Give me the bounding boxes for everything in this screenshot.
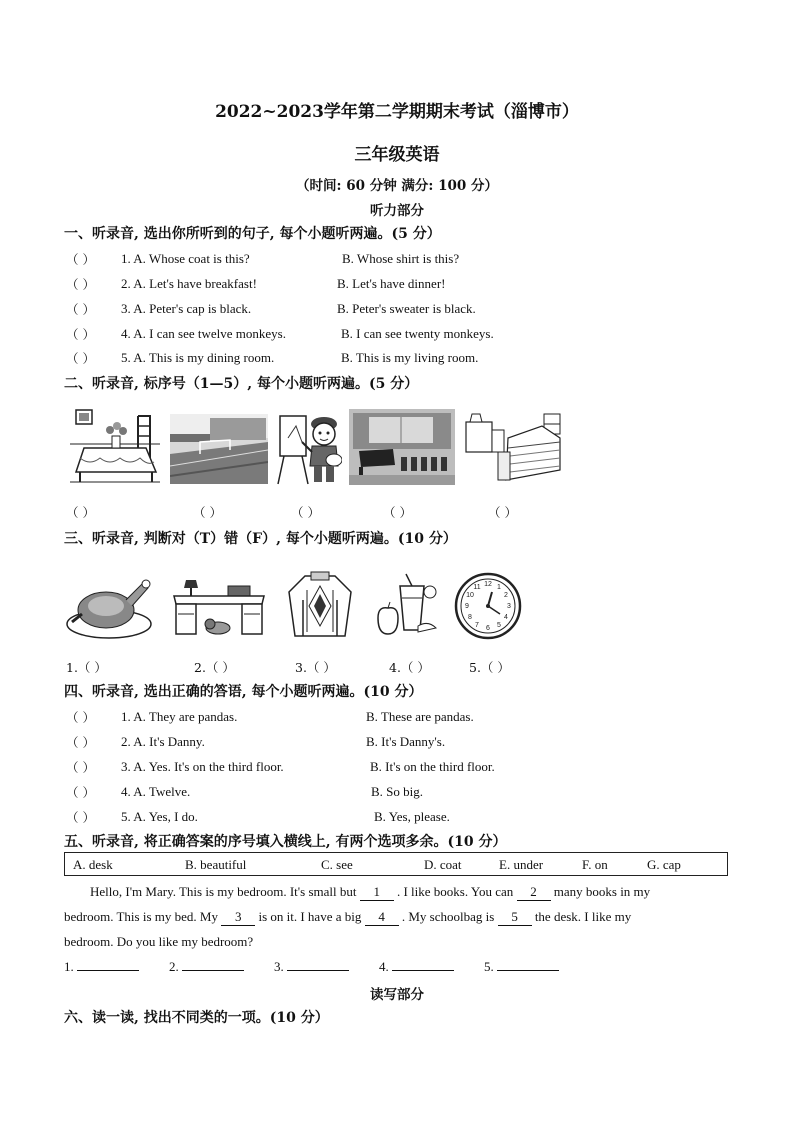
answer-label: 2. <box>169 959 179 974</box>
blank-4[interactable]: 4 <box>365 909 399 926</box>
section-1-title: 一、听录音, 选出你所听到的句子, 每个小题听两遍。(5 分） <box>64 226 441 242</box>
answer-line[interactable] <box>64 959 139 975</box>
option-a: 3. A. Peter's cap is black. <box>121 301 252 316</box>
answer-blank[interactable] <box>287 970 349 971</box>
exam-subject: 三年级英语 <box>354 145 440 165</box>
answer-label: 4. <box>379 959 389 974</box>
tf-answer[interactable]: 1.（ ） <box>66 660 107 675</box>
word-option: D. coat <box>424 857 462 872</box>
tf-answer[interactable]: 3.（ ） <box>295 660 336 675</box>
answer-line[interactable] <box>484 959 559 975</box>
passage-text: Hello, I'm Mary. This is my bedroom. It's small but <box>90 884 357 899</box>
svg-text:3: 3 <box>507 603 511 610</box>
answer-label: 1. <box>64 959 74 974</box>
blank-3[interactable]: 3 <box>221 909 255 926</box>
option-b: B. This is my living room. <box>341 350 479 365</box>
bedroom-picture <box>462 408 562 486</box>
option-a: 2. A. Let's have breakfast! <box>121 276 257 291</box>
exam-info: （时间: 60 分钟 满分: 100 分） <box>296 178 498 194</box>
option-a: 4. A. Twelve. <box>121 784 191 799</box>
word-option: C. see <box>321 857 353 872</box>
answer-paren[interactable]: （ ） <box>488 505 517 520</box>
answer-paren[interactable]: （ ） <box>66 351 95 366</box>
answer-line[interactable] <box>379 959 454 975</box>
svg-text:6: 6 <box>486 625 490 632</box>
answer-paren[interactable]: （ ） <box>66 735 95 750</box>
blank-5[interactable]: 5 <box>498 909 532 926</box>
exam-title: 2022~2023学年第二学期期末考试（淄博市） <box>215 102 579 122</box>
word-option: A. desk <box>73 857 113 872</box>
answer-label: 5. <box>484 959 494 974</box>
answer-paren[interactable]: （ ） <box>66 760 95 775</box>
tf-answer[interactable]: 5.（ ） <box>469 660 510 675</box>
svg-text:2: 2 <box>504 592 508 599</box>
answer-paren[interactable]: （ ） <box>66 785 95 800</box>
option-a: 3. A. Yes. It's on the third floor. <box>121 759 284 774</box>
answer-blank[interactable] <box>497 970 559 971</box>
reading-heading: 读写部分 <box>370 987 424 1003</box>
section-4-title: 四、听录音, 选出正确的答语, 每个小题听两遍。(10 分） <box>64 684 423 700</box>
answer-line[interactable] <box>274 959 349 975</box>
playground-picture <box>170 414 268 484</box>
answer-blank[interactable] <box>182 970 244 971</box>
svg-text:4: 4 <box>504 614 508 621</box>
blank-2[interactable]: 2 <box>517 884 551 901</box>
svg-text:9: 9 <box>465 603 469 610</box>
passage-text: many books in my <box>553 884 651 899</box>
apple-juice-picture <box>374 570 438 638</box>
word-option: G. cap <box>647 857 681 872</box>
tf-answer[interactable]: 4.（ ） <box>389 660 430 675</box>
passage-text: . I like books. You can <box>396 884 514 899</box>
svg-text:7: 7 <box>475 622 479 629</box>
passage-line-3: bedroom. Do you like my bedroom? <box>64 934 254 949</box>
passage-text: bedroom. This is my bed. My <box>64 909 218 924</box>
answer-paren[interactable]: （ ） <box>66 277 95 292</box>
passage-line-1 <box>90 884 650 901</box>
answer-paren[interactable]: （ ） <box>66 505 95 520</box>
word-option: E. under <box>499 857 544 872</box>
svg-text:1: 1 <box>497 584 501 591</box>
section-6-title: 六、读一读, 找出不同类的一项。(10 分） <box>64 1010 329 1026</box>
answer-line[interactable] <box>169 959 244 975</box>
dining-room-picture <box>70 406 160 484</box>
option-a: 5. A. Yes, I do. <box>121 809 198 824</box>
word-option: F. on <box>582 857 608 872</box>
option-b: B. I can see twenty monkeys. <box>341 326 494 341</box>
option-b: B. Yes, please. <box>374 809 450 824</box>
svg-text:8: 8 <box>468 614 472 621</box>
option-b: B. Let's have dinner! <box>337 276 446 291</box>
passage-line-2 <box>64 909 631 926</box>
svg-text:12: 12 <box>484 581 492 588</box>
svg-text:5: 5 <box>497 622 501 629</box>
option-a: 2. A. It's Danny. <box>121 734 205 749</box>
answer-label: 3. <box>274 959 284 974</box>
answer-blank[interactable] <box>392 970 454 971</box>
option-b: B. Whose shirt is this? <box>342 251 460 266</box>
option-a: 1. A. Whose coat is this? <box>121 251 250 266</box>
clock-picture <box>454 572 522 640</box>
option-b: B. Peter's sweater is black. <box>337 301 476 316</box>
roast-chicken-picture <box>66 574 152 640</box>
answer-blank[interactable] <box>77 970 139 971</box>
option-b: B. It's Danny's. <box>366 734 446 749</box>
section-2-title: 二、听录音, 标序号（1—5）, 每个小题听两遍。(5 分） <box>64 376 419 392</box>
music-room-picture <box>349 409 455 485</box>
boy-painting-picture <box>276 408 342 486</box>
answer-paren[interactable]: （ ） <box>66 302 95 317</box>
word-option: B. beautiful <box>185 857 247 872</box>
answer-paren[interactable]: （ ） <box>291 505 320 520</box>
option-b: B. So big. <box>371 784 424 799</box>
answer-paren[interactable]: （ ） <box>66 710 95 725</box>
passage-text: the desk. I like my <box>534 909 632 924</box>
option-a: 1. A. They are pandas. <box>121 709 238 724</box>
option-a: 4. A. I can see twelve monkeys. <box>121 326 286 341</box>
tf-answer[interactable]: 2.（ ） <box>194 660 235 675</box>
passage-text: . My schoolbag is <box>401 909 495 924</box>
svg-text:11: 11 <box>473 584 481 591</box>
option-a: 5. A. This is my dining room. <box>121 350 275 365</box>
svg-text:10: 10 <box>466 592 474 599</box>
blank-1[interactable]: 1 <box>360 884 394 901</box>
option-b: B. These are pandas. <box>366 709 474 724</box>
passage-text: is on it. I have a big <box>258 909 362 924</box>
listening-heading: 听力部分 <box>370 203 424 219</box>
answer-paren[interactable]: （ ） <box>66 327 95 342</box>
option-b: B. It's on the third floor. <box>370 759 495 774</box>
answer-paren[interactable]: （ ） <box>66 252 95 267</box>
sweater-picture <box>285 570 355 640</box>
answer-paren[interactable]: （ ） <box>193 505 222 520</box>
answer-paren[interactable]: （ ） <box>383 505 412 520</box>
answer-paren[interactable]: （ ） <box>66 810 95 825</box>
section-5-title: 五、听录音, 将正确答案的序号填入横线上, 有两个选项多余。(10 分） <box>64 834 507 850</box>
section-3-title: 三、听录音, 判断对（T）错（F）, 每个小题听两遍。(10 分） <box>64 531 457 547</box>
word-bank <box>64 852 728 876</box>
desk-dog-picture <box>172 572 266 638</box>
